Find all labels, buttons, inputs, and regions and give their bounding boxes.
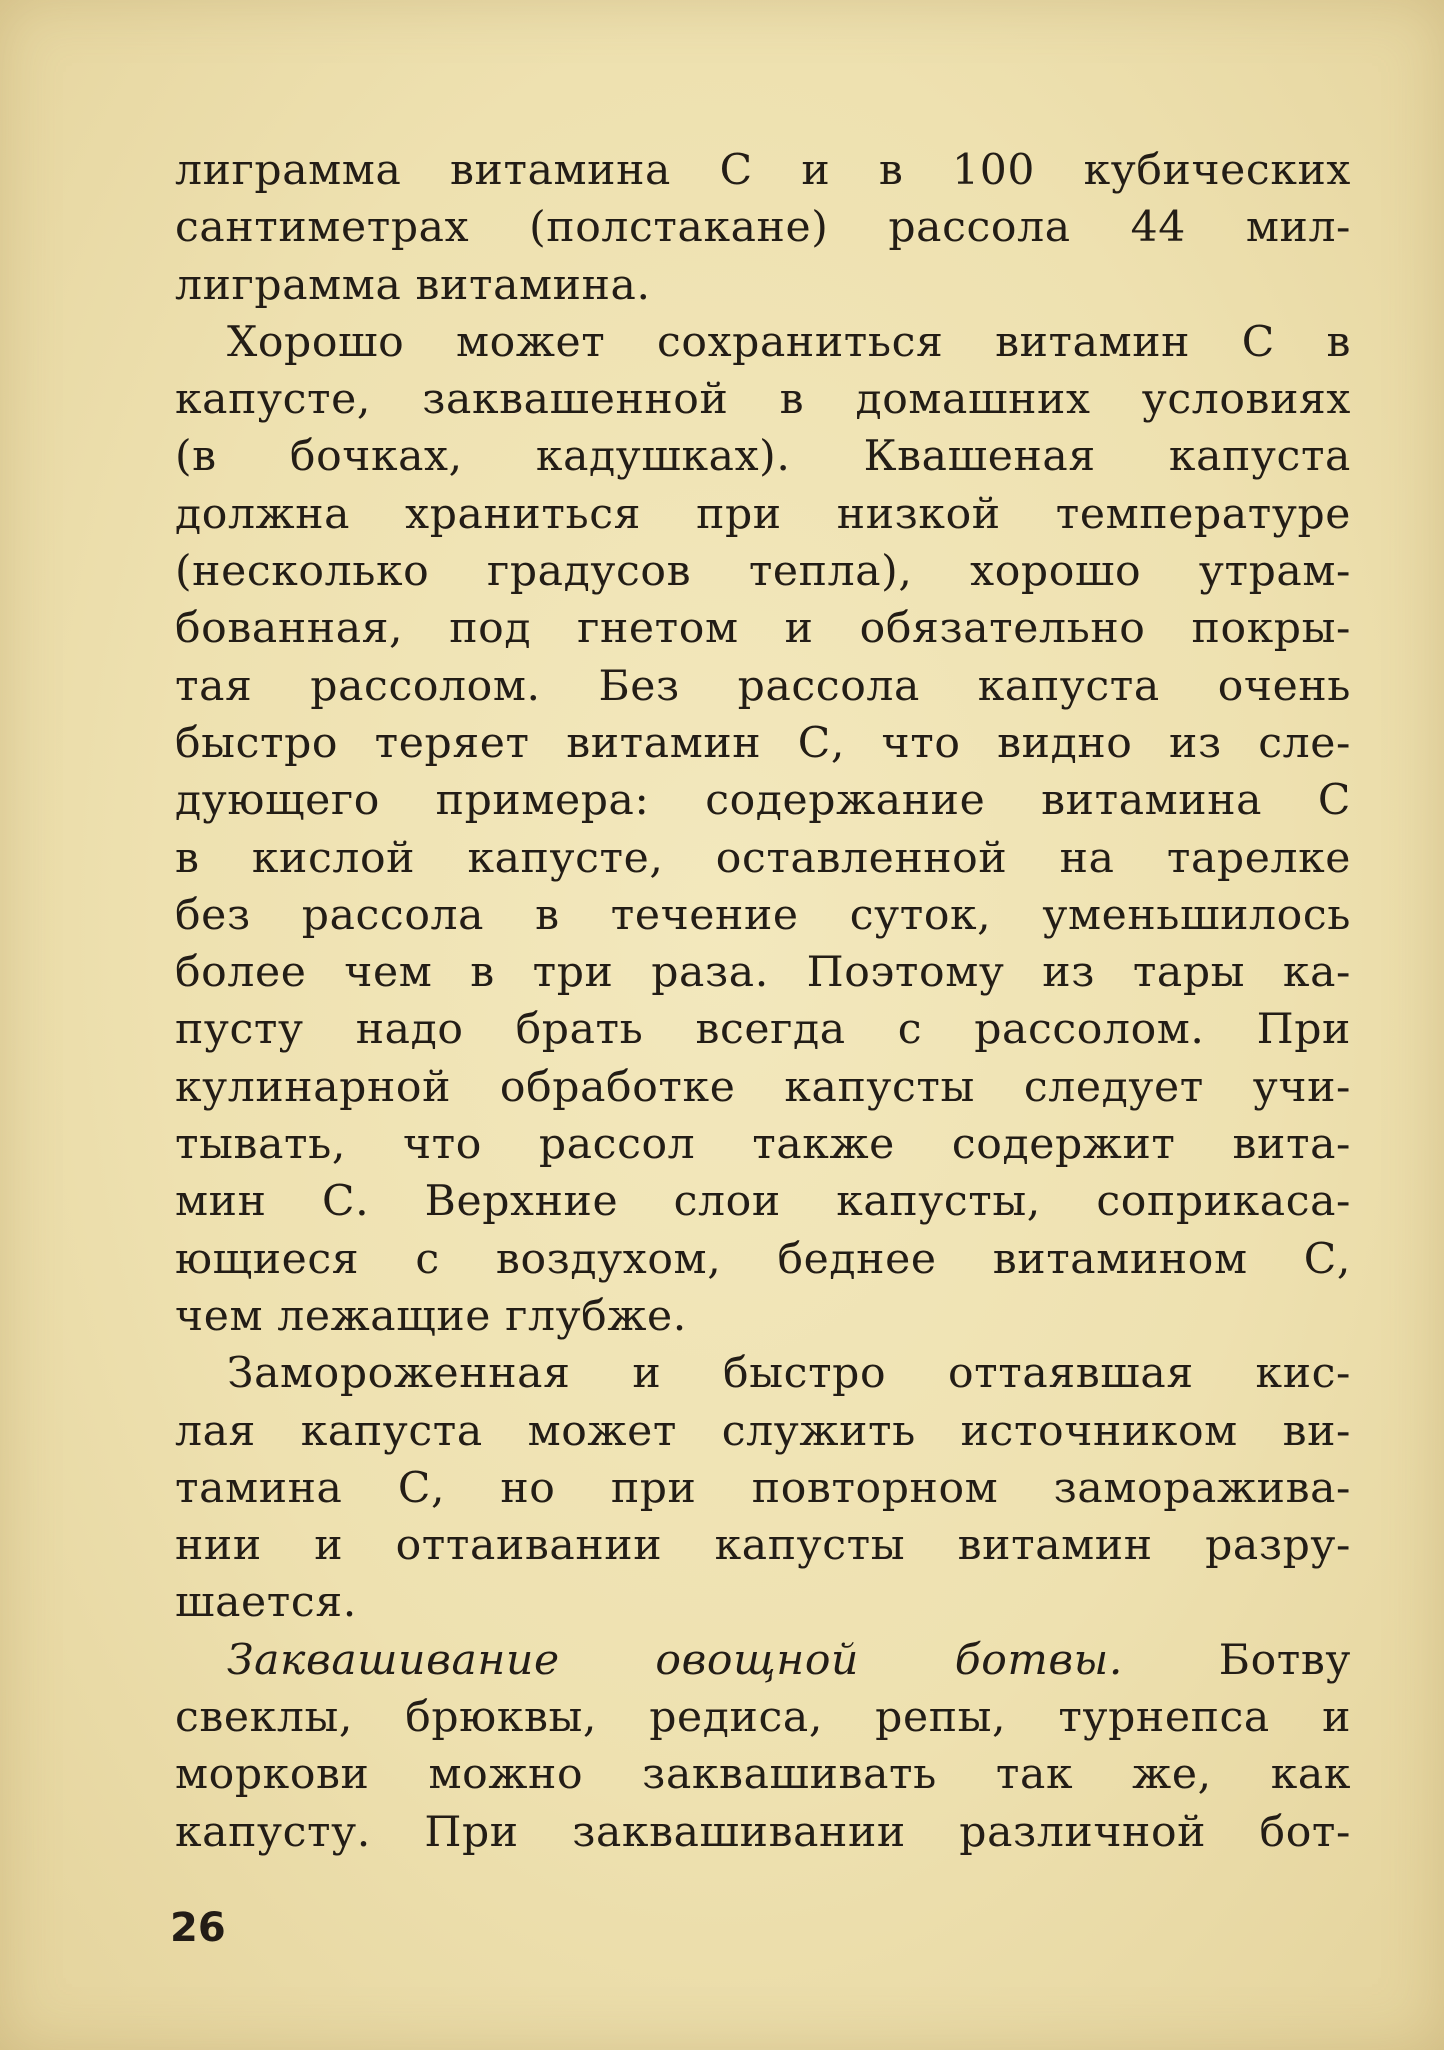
text-line: (несколько градусов тепла), хорошо утрам- (175, 547, 1351, 597)
paragraph-start-line: Замороженная и быстро оттаявшая кис- (227, 1349, 1351, 1399)
italic-heading: Заквашивание овощной ботвы. (227, 1635, 1124, 1685)
text-line: без рассола в течение суток, уменьшилось (175, 890, 1351, 940)
text-line: (в бочках, кадушках). Квашеная капуста (175, 432, 1351, 482)
text-line: тая рассолом. Без рассола капуста очень (175, 661, 1351, 711)
text-line: лиграмма витамина С и в 100 кубических (175, 146, 1351, 195)
text-line: быстро теряет витамин С, что видно из сле- (175, 718, 1351, 768)
text-line: капусту. При заквашивании различной бот- (175, 1807, 1351, 1857)
text-line: мин С. Верхние слои капусты, соприкаса- (175, 1177, 1351, 1227)
text-line: бованная, под гнетом и обязательно покры- (175, 604, 1351, 654)
text-line: дующего примера: содержание витамина С (175, 776, 1351, 826)
text-line: в кислой капусте, оставленной на тарелке (175, 833, 1351, 883)
text-line: более чем в три раза. Поэтому из тары ка- (175, 948, 1351, 998)
text-line: шается. (175, 1578, 357, 1628)
page-number: 26 (170, 1905, 226, 1951)
text-line: пусту надо брать всегда с рассолом. При (175, 1005, 1351, 1055)
text-line: кулинарной обработке капусты следует учи- (175, 1062, 1351, 1112)
text-line: свеклы, брюквы, редиса, репы, турнепса и (175, 1693, 1351, 1743)
text-fragment: Ботву (1218, 1635, 1351, 1685)
text-line: капусте, заквашенной в домашних условиях (175, 375, 1351, 425)
text-line: должна храниться при низкой температуре (175, 489, 1351, 539)
paragraph-start-line (175, 1632, 1351, 1689)
paragraph-start-line: Хорошо может сохраниться витамин С в (227, 317, 1351, 367)
text-line: моркови можно заквашивать так же, как (175, 1750, 1351, 1800)
text-line: ющиеся с воздухом, беднее витамином С, (175, 1234, 1351, 1284)
text-line: лиграмма витамина. (175, 260, 651, 310)
text-line: тывать, что рассол также содержит вита- (175, 1120, 1351, 1170)
text-line: нии и оттаивании капусты витамин разру- (175, 1521, 1351, 1571)
text-line: сантиметрах (полстакане) рассола 44 мил- (175, 203, 1351, 253)
text-line: лая капуста может служить источником ви- (175, 1406, 1351, 1456)
text-line: тамина С, но при повторном заморажива- (175, 1463, 1351, 1513)
text-line: чем лежащие глубже. (175, 1291, 687, 1341)
body-text (175, 142, 1351, 1861)
